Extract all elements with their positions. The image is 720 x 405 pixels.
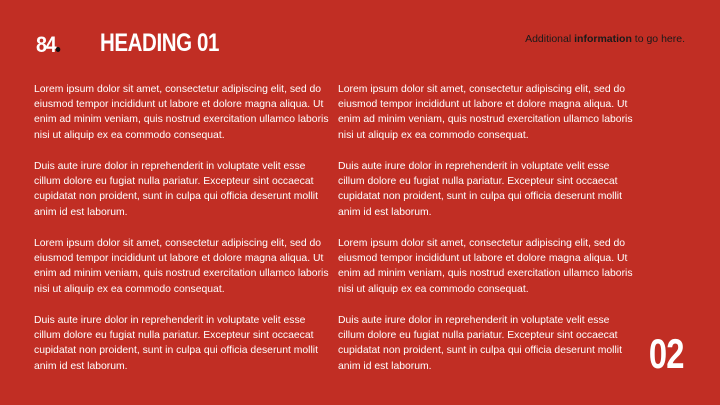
paragraph: Lorem ipsum dolor sit amet, consectetur adipiscing elit, sed do eiusmod tempor incididunt ut labore et dolore magna aliqua. Ut enim ad minim veniam, quis nostrud exercitation ullamco laboris nisi ut aliquip ex ea commodo consequat. bbox=[34, 84, 329, 141]
info-bold: information bbox=[574, 33, 632, 45]
left-column bbox=[34, 82, 334, 390]
logo-dot-icon bbox=[56, 47, 61, 52]
paragraph: Lorem ipsum dolor sit amet, consectetur adipiscing elit, sed do eiusmod tempor incididunt ut labore et dolore magna aliqua. Ut enim ad minim veniam, quis nostrud exercitation ullamco laboris nisi ut aliquip ex ea commodo consequat. bbox=[338, 238, 633, 295]
right-column bbox=[338, 82, 638, 390]
page-number: 02 bbox=[649, 330, 684, 377]
logo-text: 84 bbox=[36, 32, 56, 57]
paragraph: Lorem ipsum dolor sit amet, consectetur adipiscing elit, sed do eiusmod tempor incididunt ut labore et dolore magna aliqua. Ut enim ad minim veniam, quis nostrud exercitation ullamco laboris nisi ut aliquip ex ea commodo consequat. bbox=[338, 84, 633, 141]
logo bbox=[36, 34, 61, 56]
page-title: HEADING 01 bbox=[100, 29, 219, 57]
paragraph: Duis aute irure dolor in reprehenderit in voluptate velit esse cillum dolore eu fugiat nulla pariatur. Excepteur sint occaecat cupidatat non proident, sunt in culpa qui officia deserunt mollit anim id est laborum. bbox=[34, 315, 318, 372]
paragraph: Duis aute irure dolor in reprehenderit in voluptate velit esse cillum dolore eu fugiat nulla pariatur. Excepteur sint occaecat cupidatat non proident, sunt in culpa qui officia deserunt mollit anim id est laborum. bbox=[338, 161, 622, 218]
info-prefix: Additional bbox=[525, 33, 575, 45]
info-suffix: to go here. bbox=[631, 33, 685, 45]
paragraph: Duis aute irure dolor in reprehenderit in voluptate velit esse cillum dolore eu fugiat nulla pariatur. Excepteur sint occaecat cupidatat non proident, sunt in culpa qui officia deserunt mollit anim id est laborum. bbox=[338, 315, 622, 372]
paragraph: Lorem ipsum dolor sit amet, consectetur adipiscing elit, sed do eiusmod tempor incididunt ut labore et dolore magna aliqua. Ut enim ad minim veniam, quis nostrud exercitation ullamco laboris nisi ut aliquip ex ea commodo consequat. bbox=[34, 238, 329, 295]
additional-info bbox=[525, 33, 685, 46]
paragraph: Duis aute irure dolor in reprehenderit in voluptate velit esse cillum dolore eu fugiat nulla pariatur. Excepteur sint occaecat cupidatat non proident, sunt in culpa qui officia deserunt mollit anim id est laborum. bbox=[34, 161, 318, 218]
